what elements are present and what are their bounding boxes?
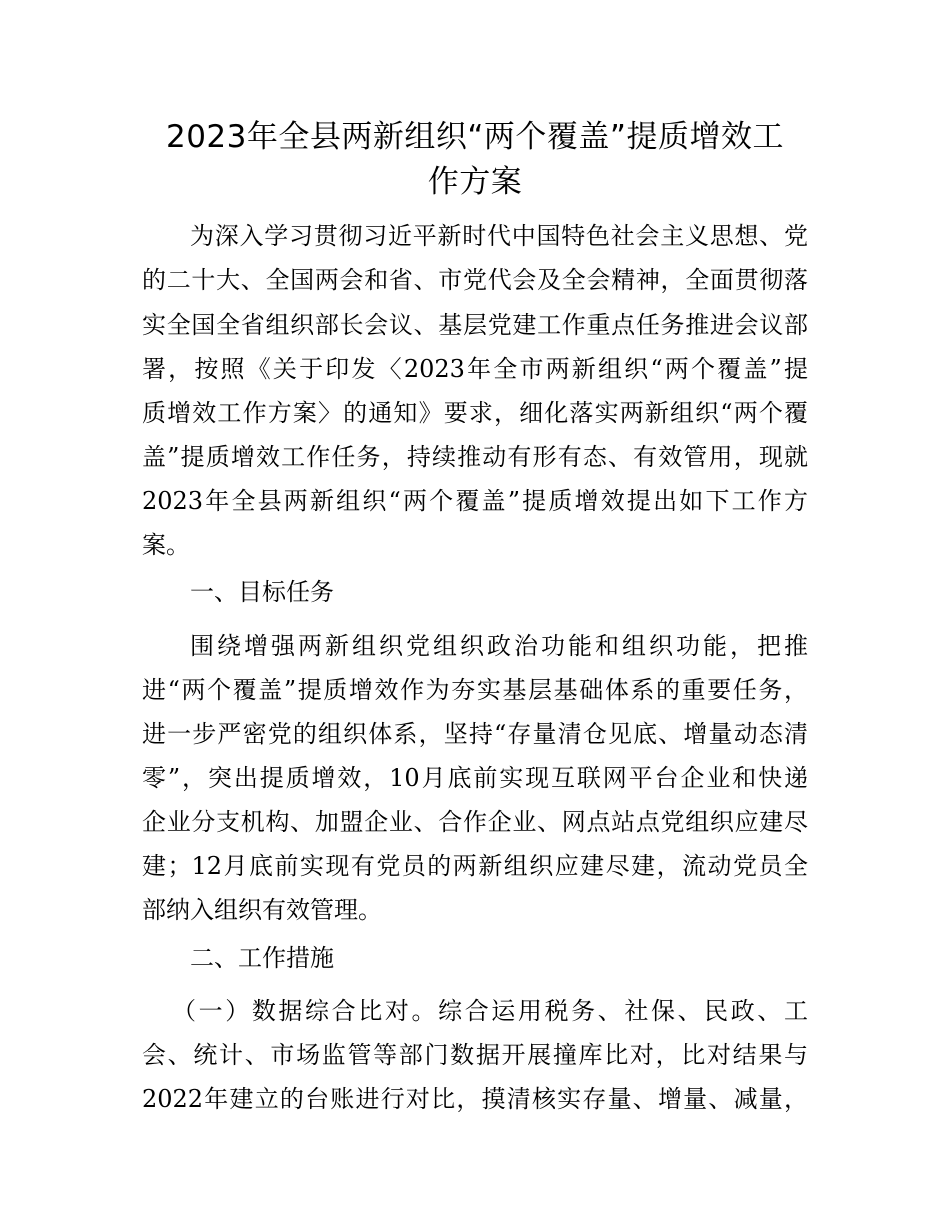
body-line-last: 部纳入组织有效管理。 (142, 896, 382, 924)
body-line-last: 案。 (142, 531, 190, 559)
section-heading-measures: 二、工作措施 (190, 944, 334, 972)
body-line: 建；12月底前实现有党员的两新组织应建尽建，流动党员全 (142, 852, 808, 880)
subsection-line: （一）数据综合比对。综合运用税务、社保、民政、工 (172, 997, 808, 1025)
body-line: 盖”提质增效工作任务，持续推动有形有态、有效管用，现就 (142, 443, 808, 471)
body-line: 为深入学习贯彻习近平新时代中国特色社会主义思想、党 (190, 222, 808, 250)
body-line: 零”，突出提质增效，10月底前实现互联网平台企业和快递 (142, 764, 808, 792)
body-line: 会、统计、市场监管等部门数据开展撞库比对，比对结果与 (142, 1041, 808, 1069)
body-line: 实全国全省组织部长会议、基层党建工作重点任务推进会议部 (142, 311, 808, 339)
body-line: 企业分支机构、加盟企业、合作企业、网点站点党组织应建尽 (142, 808, 808, 836)
body-line: 2023年全县两新组织“两个覆盖”提质增效提出如下工作方 (142, 487, 808, 515)
body-line: 质增效工作方案〉的通知》要求，细化落实两新组织“两个覆 (142, 399, 808, 427)
document-title-line-1: 2023年全县两新组织“两个覆盖”提质增效工 (165, 119, 784, 155)
section-heading-goals: 一、目标任务 (190, 578, 334, 606)
body-line: 进“两个覆盖”提质增效作为夯实基层基础体系的重要任务， (142, 676, 808, 704)
body-line: 围绕增强两新组织党组织政治功能和组织功能，把推 (190, 632, 808, 660)
body-line: 2022年建立的台账进行对比，摸清核实存量、增量、减量， (142, 1085, 808, 1113)
document-title-line-2: 作方案 (427, 164, 523, 200)
body-line: 进一步严密党的组织体系，坚持“存量清仓见底、增量动态清 (142, 720, 808, 748)
body-line: 署，按照《关于印发〈2023年全市两新组织“两个覆盖”提 (142, 355, 808, 383)
body-line: 的二十大、全国两会和省、市党代会及全会精神，全面贯彻落 (142, 266, 808, 294)
